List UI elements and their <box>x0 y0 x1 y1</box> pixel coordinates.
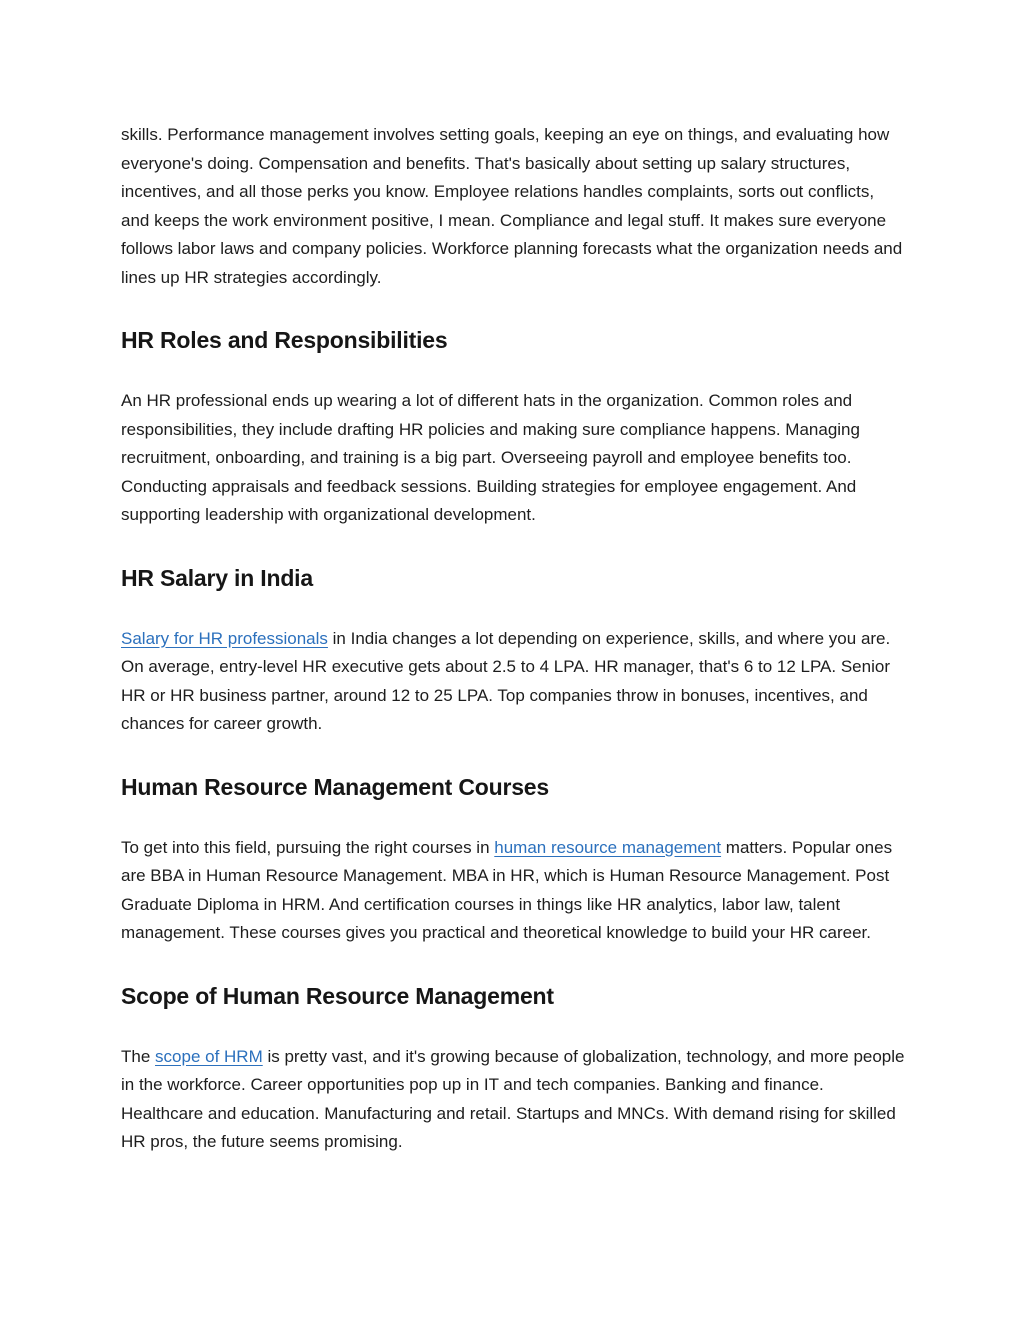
heading-scope-of-human-resource-management: Scope of Human Resource Management <box>121 982 554 1009</box>
scope-of-hrm-link[interactable]: scope of HRM <box>155 1046 263 1066</box>
scope-paragraph-text-before: The <box>121 1046 156 1066</box>
heading-hr-salary-in-india: HR Salary in India <box>121 564 313 591</box>
courses-paragraph-text-after: matters. Popular ones are BBA in Human Resource Management. MBA in HR, which is Human Resource Management. Post Graduate Diploma in HRM. And certification courses in things like HR analytics, labor law, talent management. These courses gives you practical and theoretical knowledge to build your HR career. <box>121 837 893 942</box>
scope-paragraph-text-after: is pretty vast, and it's growing because of globalization, technology, and more people in the workforce. Career opportunities pop up in IT and tech companies. Banking and finance. Healthcare and education. Manufacturing and retail. Startups and MNCs. With demand rising for skilled HR pros, the future seems promising. <box>121 1046 905 1151</box>
intro-paragraph: skills. Performance management involves setting goals, keeping an eye on things, and evaluating how everyone's doing. Compensation and benefits. That's basically about setting up salary structures, incentives, and all those perks you know. Employee relations handles complaints, sorts out conflicts, and keeps the work environment positive, I mean. Compliance and legal stuff. It makes sure everyone follows labor laws and company policies. Workforce planning forecasts what the organization needs and lines up HR strategies accordingly. <box>121 125 903 287</box>
salary-paragraph <box>121 625 906 739</box>
courses-paragraph-text-before: To get into this field, pursuing the right courses in <box>121 837 495 857</box>
scope-paragraph <box>121 1043 906 1157</box>
heading-human-resource-management-courses: Human Resource Management Courses <box>121 773 549 800</box>
courses-paragraph <box>121 834 906 948</box>
human-resource-management-link[interactable]: human resource management <box>494 837 722 857</box>
roles-paragraph: An HR professional ends up wearing a lot of different hats in the organization. Common roles and responsibilities, they include drafting HR policies and making sure compliance happens. Managing recruitment, onboarding, and training is a big part. Overseeing payroll and employee benefits too. Conducting appraisals and feedback sessions. Building strategies for employee engagement. And supporting leadership with organizational development. <box>121 391 860 524</box>
heading-hr-roles-and-responsibilities: HR Roles and Responsibilities <box>121 327 448 353</box>
salary-paragraph-text: in India changes a lot depending on experience, skills, and where you are. On average, entry-level HR executive gets about 2.5 to 4 LPA. HR manager, that's 6 to 12 LPA. Senior HR or HR business partner, around 12 to 25 LPA. Top companies throw in bonuses, incentives, and chances for career growth. <box>121 628 891 733</box>
salary-for-hr-professionals-link[interactable]: Salary for HR professionals <box>121 628 328 648</box>
